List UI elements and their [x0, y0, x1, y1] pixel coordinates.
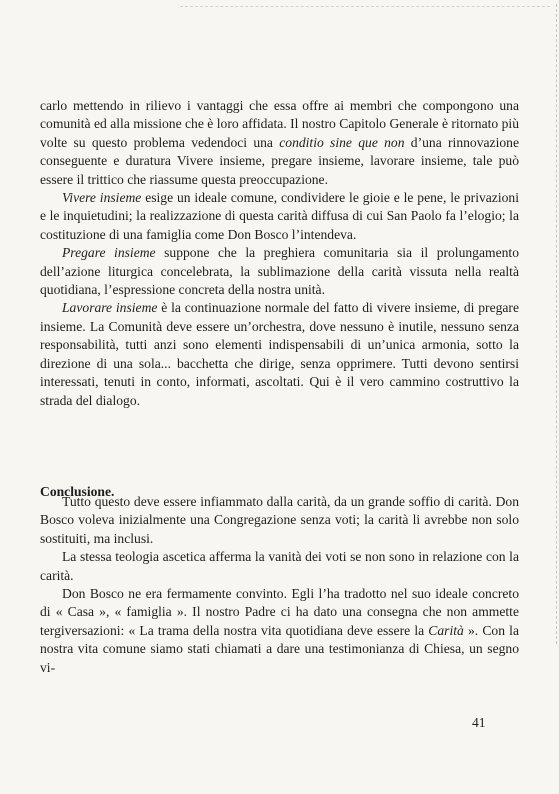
text-run: ». Con la nostra vita comune siamo stati chiamati a dare una testimonianza di Chiesa, un segno vi- — [40, 622, 519, 675]
paragraph — [40, 585, 519, 677]
paragraph — [40, 244, 519, 299]
italic-text: Pregare insieme — [62, 245, 156, 261]
paragraph — [40, 548, 519, 585]
text-run: Tutto questo deve essere infiammato dalla carità, da un grande soffio di carità. Don Bosco voleva inizialmente una Congregazione senza voti; la carità li avrebbe non solo sostituiti, ma inclusi. — [40, 494, 519, 546]
italic-text: Vivere insieme — [62, 190, 142, 206]
text-run: d’una rinnovazione conseguente e duratura Vivere insieme, pregare insieme, lavorare insieme, tale può essere il trittico che riassume questa preoccupazione. — [40, 134, 519, 187]
page-number: 41 — [472, 715, 486, 730]
page-right-edge — [555, 4, 557, 644]
text-run: esige un ideale comune, condividere le gioie e le pene, le privazioni e le inquietudini; la realizzazione di questa carità diffusa di cui San Paolo fa l’elogio; la costituzione di una famiglia come Don Bosco l’intendeva. — [40, 190, 519, 242]
text-run: carlo mettendo in rilievo i vantaggi che essa offre ai membri che compongono una comunità ed alla missione che è loro affidata. Il nostro Capitolo Generale è ritornato più volte su questo problema vedendoci una — [40, 98, 519, 150]
section-heading: Conclusione. — [40, 484, 115, 499]
conclusion-text — [40, 493, 519, 677]
text-run: suppone che la preghiera comunitaria sia il prolungamento dell’azione liturgica concelebrata, la sublimazione della carità vissuta nella realtà quotidiana, l’espressione concreta della nostra unità. — [40, 245, 519, 298]
text-run: è la continuazione normale del fatto di vivere insieme, di pregare insieme. La Comunità deve essere un’orchestra, dove nessuno è inutile, nessuno senza responsabilità, tutti anzi sono elementi indispensabili di un’unica armonia, sotto la direzione di una sola... bacchetta che dirige, senza opprimere. Tutti devono sentirsi interessati, tenuti in conto, informati, ascoltati. Qui è il vero cammino costruttivo la strada del dialogo. — [40, 300, 519, 408]
paragraph — [40, 299, 519, 409]
italic-text: Carità — [428, 622, 464, 638]
text-run: Don Bosco ne era fermamente convinto. Egli l’ha tradotto nel suo ideale concreto di « Casa », « famiglia ». Il nostro Padre ci ha dato una consegna che non ammette tergiversazioni: « La trama della nostra vita quotidiana deve essere la — [40, 586, 519, 638]
paragraph — [40, 97, 519, 189]
text-run: La stessa teologia ascetica afferma la vanità dei voti se non sono in relazione con la carità. — [40, 549, 519, 583]
paragraph — [40, 493, 519, 548]
italic-text: conditio sine que non — [279, 134, 405, 150]
body-text — [40, 97, 519, 410]
paragraph — [40, 189, 519, 244]
page-top-edge — [180, 6, 550, 8]
italic-text: Lavorare insieme — [62, 300, 158, 316]
